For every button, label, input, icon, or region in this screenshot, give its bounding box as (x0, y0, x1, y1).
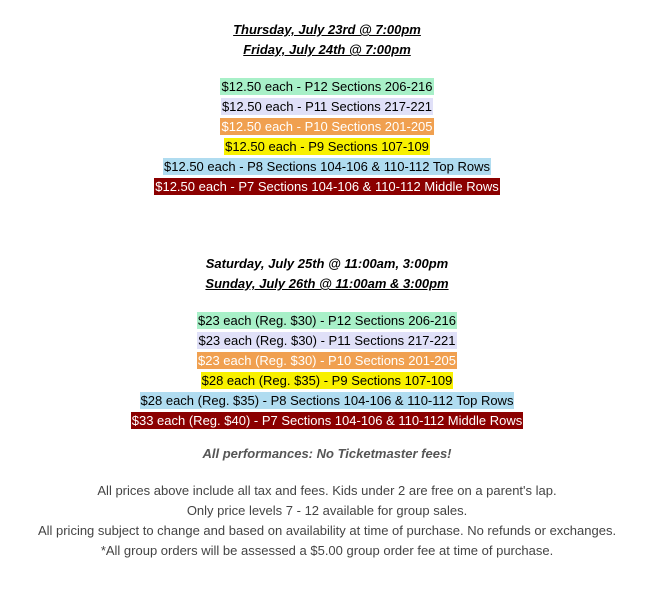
block1-date-2: Friday, July 24th @ 7:00pm (243, 42, 411, 57)
block1-price-p10: $12.50 each - P10 Sections 201-205 (221, 119, 433, 134)
block2-price-p11: $23 each (Reg. $30) - P11 Sections 217-221 (198, 333, 456, 348)
block2-price-p8: $28 each (Reg. $35) - P8 Sections 104-106 & 110-112 Top Rows (140, 393, 514, 408)
no-fees-note: All performances: No Ticketmaster fees! (202, 446, 452, 461)
fine-print-line-1: All prices above include all tax and fees. Kids under 2 are free on a parent's lap. (97, 483, 557, 498)
block1-price-list (0, 77, 654, 197)
block1-price-p12: $12.50 each - P12 Sections 206-216 (221, 79, 433, 94)
block1-price-p11: $12.50 each - P11 Sections 217-221 (221, 99, 433, 114)
block2-price-list (0, 311, 654, 431)
block2-date-2: Sunday, July 26th @ 11:00am & 3:00pm (205, 276, 449, 291)
block2-dates (0, 254, 654, 294)
block1-price-p9: $12.50 each - P9 Sections 107-109 (225, 139, 429, 154)
block1-date-1: Thursday, July 23rd @ 7:00pm (233, 22, 421, 37)
block1-price-p8: $12.50 each - P8 Sections 104-106 & 110-112 Top Rows (164, 159, 490, 174)
block2-price-p7: $33 each (Reg. $40) - P7 Sections 104-106 & 110-112 Middle Rows (131, 413, 523, 428)
fine-print-line-4: *All group orders will be assessed a $5.00 group order fee at time of purchase. (100, 543, 554, 558)
fine-print-line-3: All pricing subject to change and based on availability at time of purchase. No refunds or exchanges. (37, 523, 617, 538)
block2-price-p9: $28 each (Reg. $35) - P9 Sections 107-109 (201, 373, 453, 388)
block2-price-p10: $23 each (Reg. $30) - P10 Sections 201-205 (197, 353, 456, 368)
fine-print-line-2: Only price levels 7 - 12 available for group sales. (186, 503, 468, 518)
block1-dates (0, 20, 654, 60)
block1-price-p7: $12.50 each - P7 Sections 104-106 & 110-112 Middle Rows (155, 179, 499, 194)
block2-date-1: Saturday, July 25th @ 11:00am, 3:00pm (205, 256, 449, 271)
fine-print (0, 481, 654, 561)
block2-price-p12: $23 each (Reg. $30) - P12 Sections 206-216 (197, 313, 456, 328)
